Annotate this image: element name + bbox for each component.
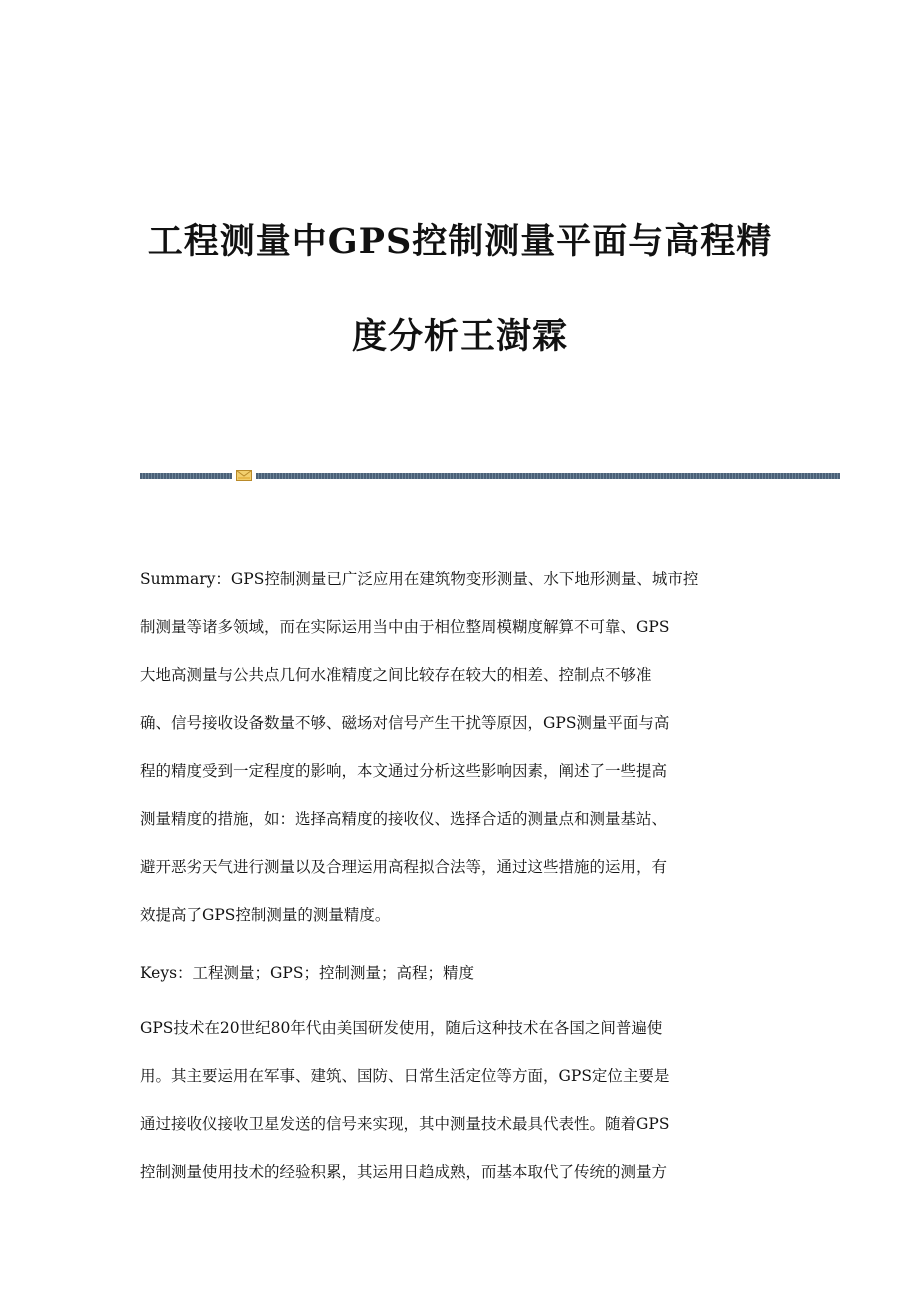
divider-bar-left	[140, 473, 232, 479]
summary-line: 大地高测量与公共点几何水准精度之间比较存在较大的相差、控制点不够准	[140, 666, 652, 684]
summary-line: 制测量等诸多领域，而在实际运用当中由于相位整周模糊度解算不可靠、GPS	[140, 618, 670, 636]
divider-bar-right	[256, 473, 840, 479]
summary-line: 程的精度受到一定程度的影响，本文通过分析这些影响因素，阐述了一些提高	[140, 762, 668, 780]
summary-line: 确、信号接收设备数量不够、磁场对信号产生干扰等原因，GPS测量平面与高	[140, 714, 670, 732]
intro-line: GPS技术在20世纪80年代由美国研发使用，随后这种技术在各国之间普遍使	[140, 1019, 663, 1037]
envelope-icon	[236, 470, 252, 481]
intro-line: 控制测量使用技术的经验积累，其运用日趋成熟，而基本取代了传统的测量方	[140, 1163, 668, 1181]
decorative-divider	[140, 470, 840, 481]
keywords-line: Keys：工程测量；GPS；控制测量；高程；精度	[140, 964, 474, 982]
summary-line: 效提高了GPS控制测量的测量精度。	[140, 906, 391, 924]
paper-title-line-2: 度分析王澍霖	[351, 316, 568, 357]
intro-line: 用。其主要运用在军事、建筑、国防、日常生活定位等方面，GPS定位主要是	[140, 1067, 670, 1085]
intro-line: 通过接收仪接收卫星发送的信号来实现，其中测量技术最具代表性。随着GPS	[140, 1115, 670, 1133]
summary-line: 测量精度的措施，如：选择高精度的接收仪、选择合适的测量点和测量基站、	[140, 810, 668, 828]
summary-line: Summary：GPS控制测量已广泛应用在建筑物变形测量、水下地形测量、城市控	[140, 570, 699, 588]
summary-line: 避开恶劣天气进行测量以及合理运用高程拟合法等，通过这些措施的运用，有	[140, 858, 668, 876]
paper-title-line-1: 工程测量中GPS控制测量平面与高程精	[147, 221, 773, 262]
